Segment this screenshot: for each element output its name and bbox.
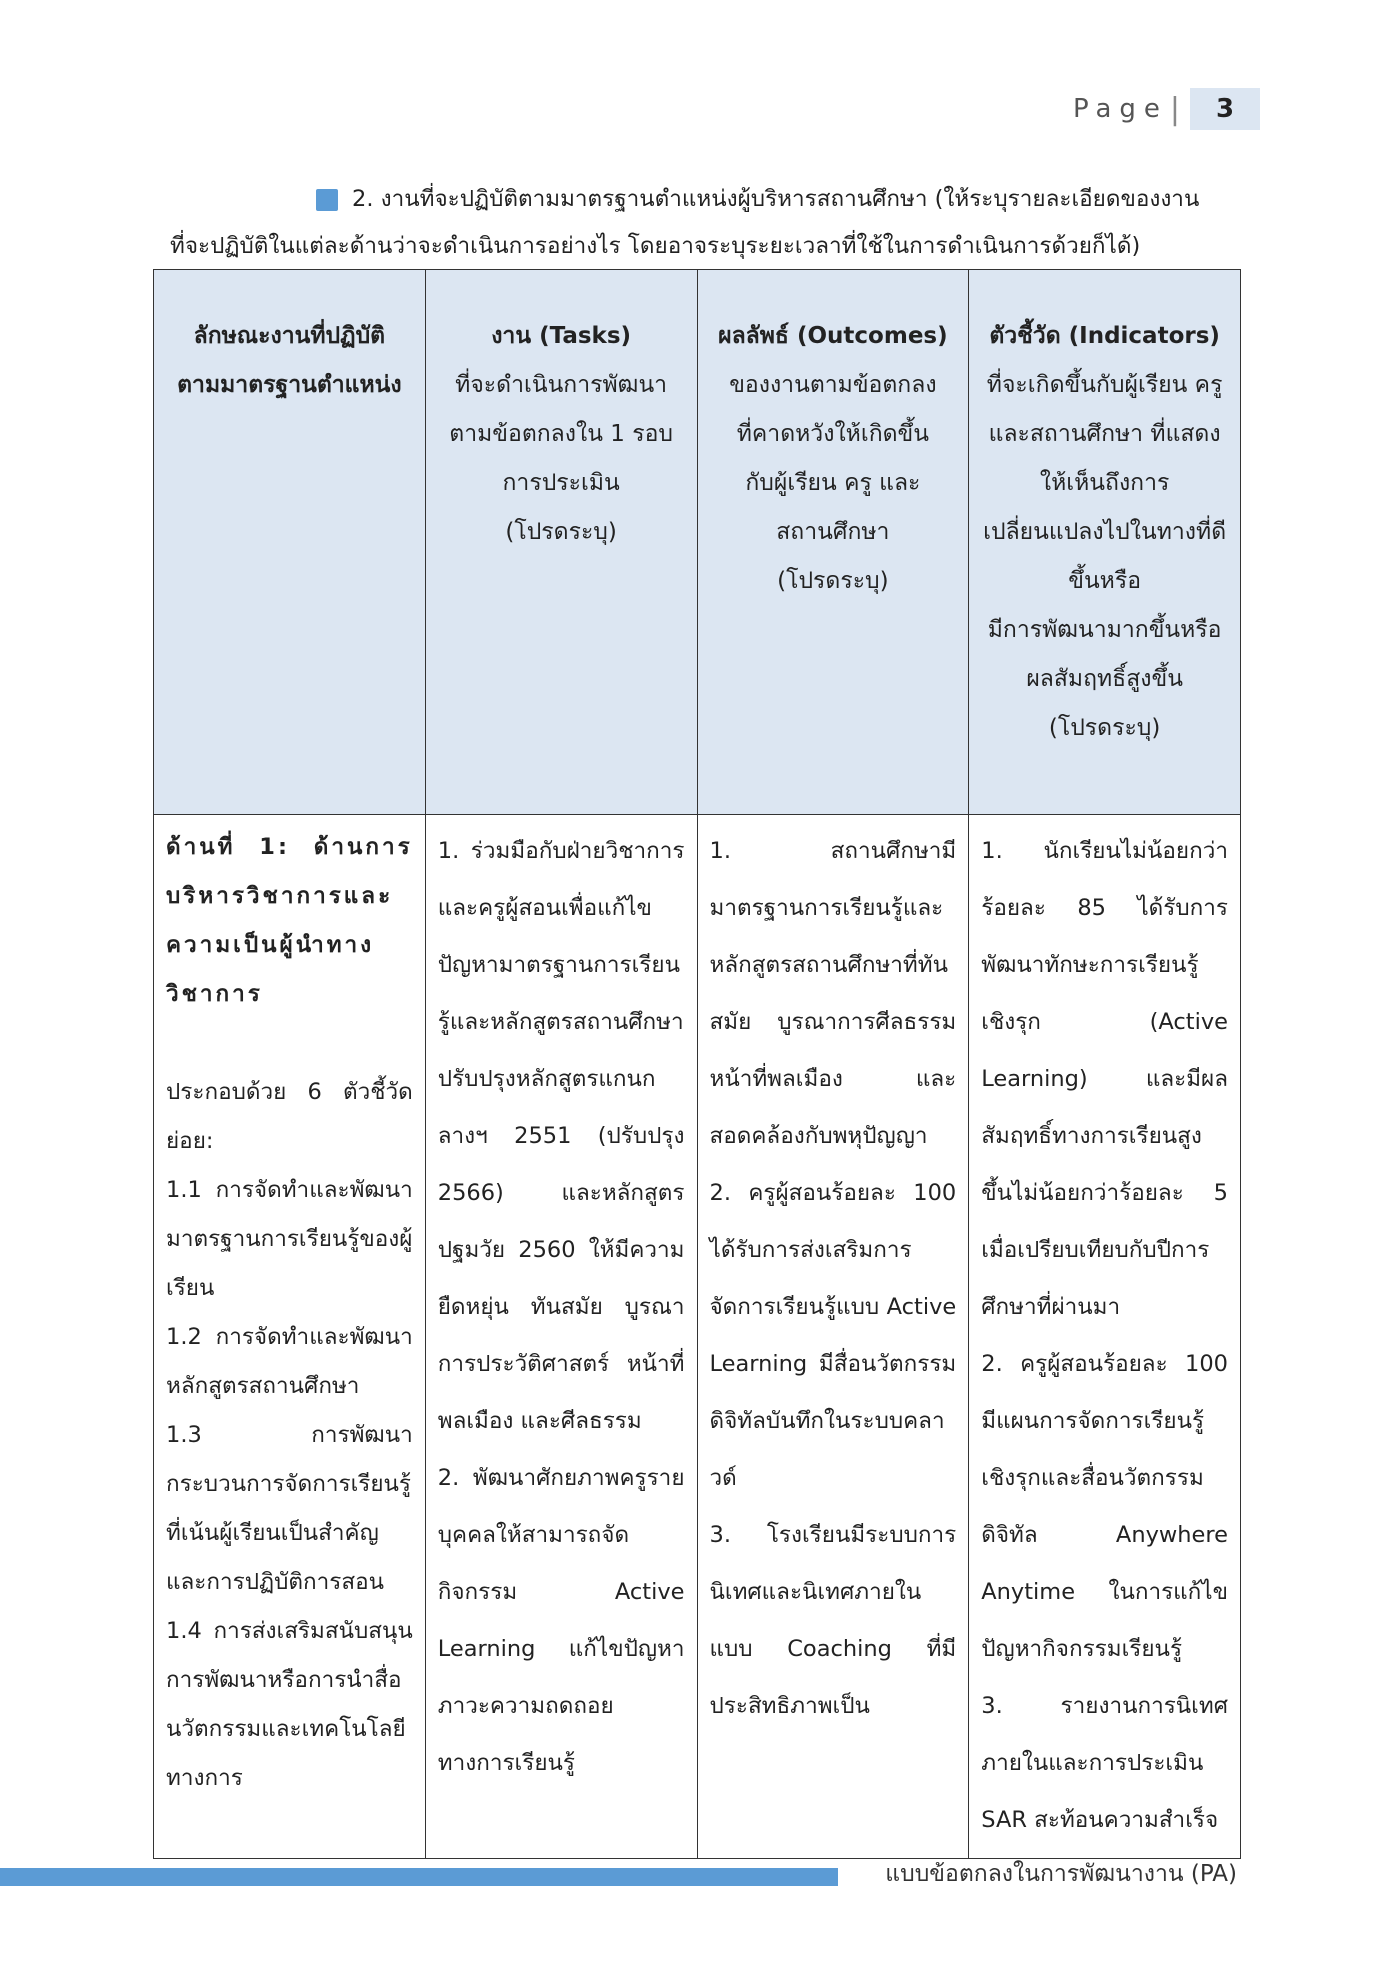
header-line: ตามมาตรฐานตำแหน่ง <box>177 372 402 398</box>
header-line: ให้เห็นถึงการ <box>1039 470 1170 496</box>
list-item: 3. โรงเรียนมีระบบการนิเทศและนิเทศภายในแบบ Coaching ที่มีประสิทธิภาพเป็น <box>709 1522 957 1719</box>
cell-tasks <box>425 815 697 1859</box>
header-line: ตัวชี้วัด (Indicators) <box>989 323 1220 349</box>
header-line: (โปรดระบุ) <box>1048 715 1161 741</box>
header-line: (โปรดระบุ) <box>777 568 889 594</box>
list-item: 2. ครูผู้สอนร้อยละ 100 มีแผนการจัดการเรียนรู้เชิงรุกและสื่อนวัตกรรมดิจิทัล Anywhere Anytime ในการแก้ไขปัญหากิจกรรมเรียนรู้ <box>981 1351 1228 1662</box>
header-cell-tasks <box>425 270 697 815</box>
section-intro <box>170 176 1240 270</box>
header-line: ลักษณะงานที่ปฏิบัติ <box>193 323 386 349</box>
list-item: 1. สถานศึกษามีมาตรฐานการเรียนรู้และหลักสูตรสถานศึกษาที่ทันสมัย บูรณาการศีลธรรม หน้าที่พลเมือง และสอดคล้องกับพหุปัญญา <box>709 838 957 1149</box>
header-line: งาน (Tasks) <box>491 323 632 349</box>
header-line: ที่จะดำเนินการพัฒนา <box>455 372 668 398</box>
intro-line-1-text: 2. งานที่จะปฏิบัติตามมาตรฐานตำแหน่งผู้บริหารสถานศึกษา (ให้ระบุรายละเอียดของงาน <box>352 186 1200 212</box>
header-line: สถานศึกษา <box>776 519 890 545</box>
page-label: Page <box>1072 94 1168 124</box>
list-item: 3. รายงานการนิเทศภายในและการประเมิน SAR สะท้อนความสำเร็จ <box>981 1693 1228 1833</box>
header-cell-outcomes <box>697 270 969 815</box>
cell-indicators <box>969 815 1241 1859</box>
footer-title: แบบข้อตกลงในการพัฒนางาน (PA) <box>885 1861 1237 1887</box>
spacer <box>166 1019 413 1068</box>
list-item: 1. นักเรียนไม่น้อยกว่าร้อยละ 85 ได้รับการพัฒนาทักษะการเรียนรู้เชิงรุก (Active Learning) และมีผลสัมฤทธิ์ทางการเรียนสูงขึ้นไม่น้อยกว่าร้อยละ 5 เมื่อเปรียบเทียบกับปีการศึกษาที่ผ่านมา <box>981 838 1228 1320</box>
footer-bar <box>0 1868 838 1886</box>
cell-standard-dimension <box>154 815 426 1859</box>
list-item: 2. พัฒนาศักยภาพครูรายบุคคลให้สามารถจัดกิจกรรม Active Learning แก้ไขปัญหาภาวะความถดถอยทางการเรียนรู้ <box>437 1465 685 1776</box>
table-header-row <box>154 270 1241 815</box>
page-header <box>1073 88 1260 130</box>
header-line: ผลลัพธ์ (Outcomes) <box>718 323 948 349</box>
header-line: และสถานศึกษา ที่แสดง <box>988 421 1221 447</box>
header-cell-standard <box>154 270 426 815</box>
header-line: ผลสัมฤทธิ์สูงขึ้น <box>1026 666 1183 692</box>
header-line: ที่จะเกิดขึ้นกับผู้เรียน ครู <box>986 372 1223 398</box>
intro-line-1 <box>170 176 1240 223</box>
list-item: 1.3 การพัฒนากระบวนการจัดการเรียนรู้ที่เน้นผู้เรียนเป็นสำคัญ และการปฏิบัติการสอน <box>166 1422 413 1595</box>
agreement-table <box>153 269 1241 1859</box>
list-item: 1.4 การส่งเสริมสนับสนุน การพัฒนาหรือการนำสื่อ นวัตกรรมและเทคโนโลยีทางการ <box>166 1618 413 1791</box>
dimension-title: ด้านที่ 1: ด้านการบริหารวิชาการและความเป็นผู้นำทางวิชาการ <box>166 834 413 1007</box>
header-line: ตามข้อตกลงใน 1 รอบ <box>449 421 673 447</box>
list-item: 2. ครูผู้สอนร้อยละ 100 ได้รับการส่งเสริมการจัดการเรียนรู้แบบ Active Learning มีสื่อนวัตกรรมดิจิทัลบันทึกในระบบคลาวด์ <box>709 1180 957 1491</box>
list-item: 1.2 การจัดทำและพัฒนาหลักสูตรสถานศึกษา <box>166 1324 413 1399</box>
header-line: ที่คาดหวังให้เกิดขึ้น <box>736 421 929 447</box>
page-number: 3 <box>1190 88 1260 130</box>
header-line: (โปรดระบุ) <box>505 519 617 545</box>
square-bullet-icon <box>316 189 338 211</box>
header-line: ขึ้นหรือ <box>1068 568 1142 594</box>
header-line: กับผู้เรียน ครู และ <box>745 470 921 496</box>
list-item: 1. ร่วมมือกับฝ่ายวิชาการและครูผู้สอนเพื่อแก้ไขปัญหามาตรฐานการเรียนรู้และหลักสูตรสถานศึกษา ปรับปรุงหลักสูตรแกนกลางฯ 2551 (ปรับปรุง 2566) และหลักสูตรปฐมวัย 2560 ให้มีความยืดหยุ่น ทันสมัย บูรณาการประวัติศาสตร์ หน้าที่พลเมือง และศีลธรรม <box>437 838 685 1434</box>
cell-outcomes <box>697 815 969 1859</box>
header-line: เปลี่ยนแปลงไปในทางที่ดี <box>983 519 1227 545</box>
page-separator: | <box>1169 91 1180 127</box>
header-line: มีการพัฒนามากขึ้นหรือ <box>987 617 1222 643</box>
header-line: การประเมิน <box>502 470 620 496</box>
header-cell-indicators <box>969 270 1241 815</box>
dimension-subtitle: ประกอบด้วย 6 ตัวชี้วัดย่อย: <box>166 1079 413 1154</box>
table-row <box>154 815 1241 1859</box>
header-line: ของงานตามข้อตกลง <box>729 372 937 398</box>
list-item: 1.1 การจัดทำและพัฒนามาตรฐานการเรียนรู้ของผู้เรียน <box>166 1177 413 1301</box>
intro-line-2: ที่จะปฏิบัติในแต่ละด้านว่าจะดำเนินการอย่างไร โดยอาจระบุระยะเวลาที่ใช้ในการดำเนินการด้วยก็ได้) <box>170 233 1141 259</box>
